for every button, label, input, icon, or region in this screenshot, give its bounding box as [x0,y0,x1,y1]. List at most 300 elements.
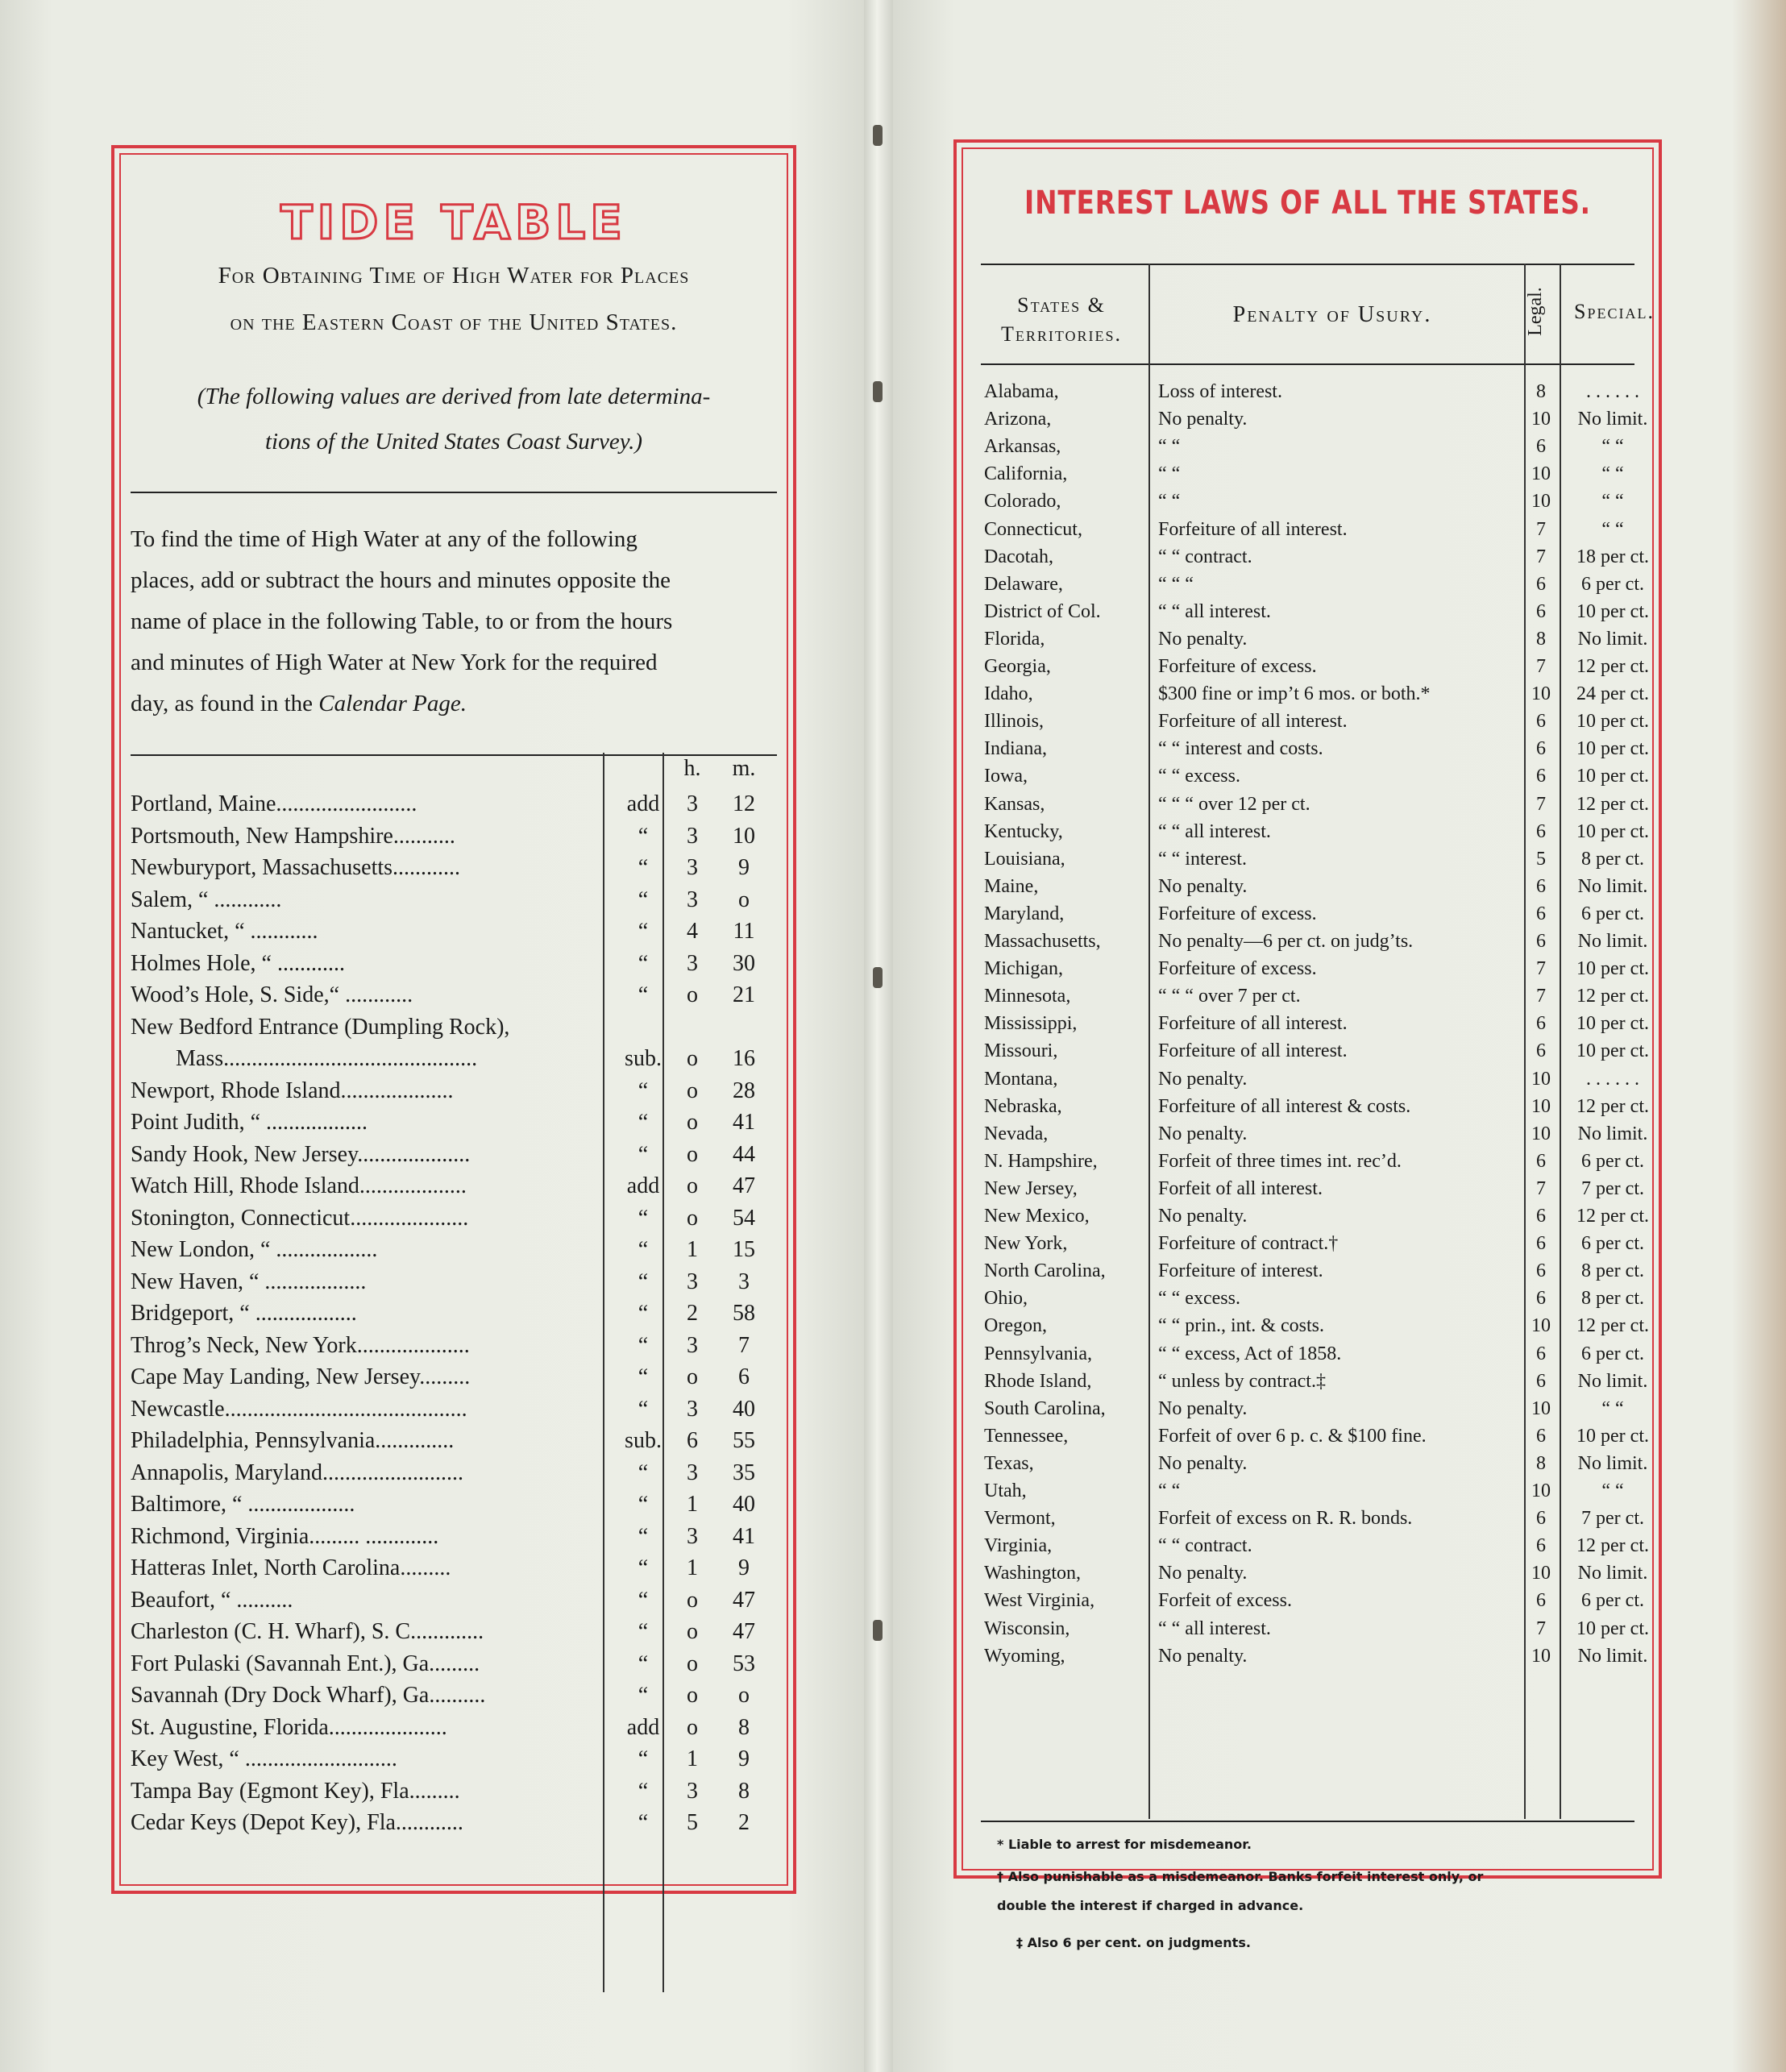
usury-penalty: “ “ “ [1158,573,1194,595]
state-name: Arizona, [984,409,1052,430]
usury-penalty: “ “ contract. [1158,1535,1252,1557]
tide-hours: 6 [687,1428,698,1453]
usury-penalty: Forfeiture of interest. [1158,1260,1323,1282]
state-name: Utah, [984,1480,1027,1501]
tide-row [131,788,782,820]
tide-subtitle-line-2: on the Eastern Coast of the United States. [230,309,678,335]
state-name: Tennessee, [984,1425,1069,1447]
tide-row [131,1330,782,1362]
tide-hours: 1 [687,1492,698,1517]
state-name: New Mexico, [984,1206,1090,1227]
tide-operation: “ [638,887,649,912]
special-rate: 10 per ct. [1576,1425,1649,1447]
tide-hours: o [687,1619,698,1644]
tide-row [131,1552,782,1584]
special-rate: 8 per ct. [1581,848,1644,870]
tide-minutes: 40 [733,1492,755,1517]
interest-row [981,405,1648,433]
tide-place: Cape May Landing, New Jersey......... [131,1364,471,1389]
legal-rate: 6 [1536,573,1546,595]
tide-hours: 3 [687,1396,698,1422]
legal-rate: 6 [1536,903,1546,924]
penalty-header: Penalty of Usury. [1232,302,1432,327]
tide-note-line-2: tions of the United States Coast Survey.) [265,429,642,455]
special-rate: 10 per ct. [1576,738,1649,760]
tide-operation: “ [638,1619,649,1644]
tide-row [131,1712,782,1744]
state-name: Florida, [984,628,1045,650]
tide-place: Savannah (Dry Dock Wharf), Ga.......... [131,1683,486,1708]
tide-operation: “ [638,1332,649,1358]
tide-minutes: 9 [738,855,750,880]
tide-row [131,1489,782,1521]
tide-place: Watch Hill, Rhode Island................... [131,1173,467,1198]
legal-rate: 10 [1531,1397,1551,1419]
tide-operation: “ [638,1651,649,1676]
special-rate: 8 per ct. [1581,1260,1644,1282]
usury-penalty: “ “ “ over 7 per ct. [1158,986,1301,1007]
usury-penalty: “ “ [1158,463,1181,485]
legal-rate: 7 [1536,958,1546,980]
interest-row [981,433,1643,460]
tide-minutes: o [738,887,750,912]
interest-row [981,735,1649,762]
legal-rate: 6 [1536,820,1546,842]
state-name: Idaho, [984,683,1033,705]
tide-row [131,1298,782,1330]
tide-hours: 3 [687,1332,698,1358]
interest-row [981,900,1643,928]
interest-row [981,1010,1649,1037]
legal-rate: 6 [1536,1150,1546,1172]
state-name: Kansas, [984,793,1045,815]
tide-hours: 3 [687,950,698,976]
states-header [981,291,1142,349]
tide-minutes: 10 [733,823,755,849]
tide-row [131,1393,782,1426]
tide-row [131,1521,782,1553]
tide-row [131,1775,782,1808]
state-name: Iowa, [984,766,1028,787]
state-name: Oregon, [984,1315,1047,1337]
tide-minutes: 35 [733,1460,755,1485]
legal-rate: 5 [1536,848,1546,870]
tide-minutes: 8 [738,1714,750,1740]
tide-place: Portland, Maine......................... [131,791,417,816]
tide-minutes: 12 [733,791,755,816]
state-name: Wyoming, [984,1645,1065,1667]
instructions-line: name of place in the following Table, to or from the hours [131,608,673,634]
special-rate: “ “ [1601,518,1624,540]
tide-row [131,1425,782,1457]
tide-operation: “ [638,1460,649,1485]
interest-row [981,1642,1648,1670]
usury-penalty: “ “ excess. [1158,1288,1240,1310]
special-rate: 6 per ct. [1581,1343,1644,1364]
state-name: Alabama, [984,381,1059,402]
state-name: Georgia, [984,656,1051,677]
usury-penalty: Forfeit of all interest. [1158,1177,1323,1199]
tide-hours: 3 [687,1778,698,1804]
tide-operation: “ [638,1587,649,1613]
calendar-page-reference: Calendar Page. [318,691,467,716]
special-rate: 10 per ct. [1576,711,1649,733]
state-name: Nevada, [984,1123,1049,1144]
special-rate: 7 per ct. [1581,1508,1644,1530]
hours-header: h. [683,756,701,781]
tide-hours: 3 [687,791,698,816]
interest-laws-frame [953,139,1662,1950]
tide-minutes: 55 [733,1428,755,1453]
tide-place: Newcastle........................................... [131,1396,467,1422]
tide-minutes: 47 [733,1587,755,1613]
usury-penalty: “ “ all interest. [1158,820,1271,842]
legal-rate: 6 [1536,1508,1546,1530]
tide-subtitle-line-1: For Obtaining Time of High Water for Places [218,263,690,289]
tide-operation: “ [638,919,649,944]
legal-rate: 10 [1531,491,1551,513]
tide-row [131,1266,782,1298]
tide-operation: add [626,1714,660,1740]
tide-place: Stonington, Connecticut..................... [131,1205,469,1231]
state-name: West Virginia, [984,1590,1095,1612]
state-name: Ohio, [984,1288,1028,1310]
usury-penalty: Loss of interest. [1158,381,1282,402]
special-rate: No limit. [1577,409,1648,430]
interest-row [981,982,1649,1010]
usury-penalty: $300 fine or imp’t 6 mos. or both.* [1158,683,1431,705]
legal-rate: 7 [1536,1177,1546,1199]
interest-row [981,955,1649,982]
special-rate: 24 per ct. [1576,683,1649,705]
legal-rate: 6 [1536,738,1546,760]
interest-row [981,378,1643,405]
tide-row [131,948,782,980]
tide-place: St. Augustine, Florida..................... [131,1714,447,1740]
interest-row [981,873,1648,900]
tide-minutes: 11 [733,919,755,944]
tide-operation: “ [638,1746,649,1771]
tide-place: Bridgeport, “ .................. [131,1301,357,1326]
special-rate: No limit. [1577,1370,1648,1392]
interest-row [981,762,1649,790]
tide-hours: 1 [687,1555,698,1580]
tide-minutes: 44 [733,1141,755,1167]
state-name: Massachusetts, [984,931,1101,952]
usury-penalty: Forfeiture of all interest & costs. [1158,1095,1411,1117]
state-name: Vermont, [984,1508,1056,1530]
state-name: N. Hampshire, [984,1150,1098,1172]
legal-rate: 10 [1531,1123,1551,1144]
tide-place: Annapolis, Maryland......................... [131,1460,463,1485]
state-name: Maine, [984,875,1039,897]
legal-header: Legal. [1524,287,1546,336]
usury-penalty: Forfeiture of excess. [1158,903,1317,924]
usury-penalty: Forfeiture of all interest. [1158,711,1348,733]
tide-hours: o [687,1173,698,1198]
interest-row [981,460,1643,488]
legal-rate: 10 [1531,1068,1551,1090]
footnote-2-line: † Also punishable as a misdemeanor. Banks forfeit interest only, or [997,1869,1484,1884]
special-rate: 6 per ct. [1581,1233,1644,1255]
special-rate: No limit. [1577,1452,1648,1474]
legal-rate: 6 [1536,1370,1546,1392]
tide-place: Cedar Keys (Depot Key), Fla............ [131,1810,463,1835]
legal-rate: 10 [1531,1480,1551,1501]
footnote-1: * Liable to arrest for misdemeanor. [997,1837,1252,1852]
tide-row [131,1680,782,1712]
instructions-line [131,683,779,725]
legal-rate: 7 [1536,1617,1546,1639]
footnote-2-line: double the interest if charged in advance. [997,1898,1304,1913]
legal-rate: 6 [1536,1013,1546,1035]
tide-row [131,1011,782,1044]
usury-penalty: “ “ [1158,491,1181,513]
interest-row [981,1477,1643,1505]
tide-row [131,1043,782,1075]
interest-row [981,1093,1649,1120]
tide-hours: o [687,1110,698,1135]
special-rate: “ “ [1601,1480,1624,1501]
tide-place: Newburyport, Massachusetts............ [131,855,461,880]
state-name: Pennsylvania, [984,1343,1092,1364]
tide-operation: “ [638,1301,649,1326]
states-header-line: Territories. [1000,322,1123,346]
tide-minutes: 9 [738,1746,750,1771]
tide-minutes: 21 [733,982,755,1007]
tide-note-line-1: (The following values are derived from late determina- [197,384,711,409]
state-name: Wisconsin, [984,1617,1070,1639]
legal-rate: 6 [1536,1535,1546,1557]
special-rate: . . . . . . [1586,1068,1639,1090]
special-header: Special. [1574,300,1655,323]
tide-row [131,1075,782,1107]
special-rate: 18 per ct. [1576,546,1649,567]
interest-row [981,1615,1649,1642]
tide-operation: “ [638,1364,649,1389]
state-name: Connecticut, [984,518,1082,540]
legal-rate: 6 [1536,1233,1546,1255]
special-rate: “ “ [1601,436,1624,458]
special-rate: No limit. [1577,1645,1648,1667]
special-rate: 7 per ct. [1581,1177,1644,1199]
legal-rate: 10 [1531,1645,1551,1667]
state-name: Indiana, [984,738,1047,760]
tide-minutes: 2 [738,1810,750,1835]
tide-place: Salem, “ ............ [131,887,282,912]
legal-rate: 7 [1536,986,1546,1007]
tide-hours: 3 [687,1523,698,1549]
special-rate: “ “ [1601,463,1624,485]
usury-penalty: No penalty. [1158,1645,1248,1667]
special-rate: 12 per ct. [1576,986,1649,1007]
interest-row [981,818,1649,845]
tide-operation: “ [638,982,649,1007]
tide-operation: “ [638,1810,649,1835]
interest-row [981,598,1649,625]
tide-minutes: 8 [738,1778,750,1804]
tide-row [131,1616,782,1648]
tide-minutes: 58 [733,1301,755,1326]
tide-hours: 1 [687,1746,698,1771]
legal-rate: 6 [1536,1590,1546,1612]
table-top-rule [981,264,1634,265]
usury-penalty: No penalty. [1158,875,1248,897]
usury-penalty: Forfeit of over 6 p. c. & $100 fine. [1158,1425,1427,1447]
special-rate: 10 per ct. [1576,958,1649,980]
usury-penalty: No penalty. [1158,1452,1248,1474]
interest-row [981,516,1643,543]
special-rate: 6 per ct. [1581,1150,1644,1172]
special-rate: No limit. [1577,875,1648,897]
state-name: Arkansas, [984,436,1061,458]
tide-place: Mass............................................. [176,1046,478,1071]
tide-place: Beaufort, “ .......... [131,1587,293,1613]
state-name: Washington, [984,1563,1082,1584]
legal-rate: 10 [1531,409,1551,430]
state-name: Rhode Island, [984,1370,1092,1392]
legal-rate: 6 [1536,1206,1546,1227]
usury-penalty: Forfeit of three times int. rec’d. [1158,1150,1402,1172]
interest-row [981,928,1648,955]
interest-row [981,1368,1648,1395]
special-rate: 6 per ct. [1581,573,1644,595]
legal-rate: 6 [1536,875,1546,897]
legal-rate: 6 [1536,931,1546,952]
tide-place: Baltimore, “ ................... [131,1492,355,1517]
interest-row [981,1148,1643,1175]
tide-place: Portsmouth, New Hampshire........... [131,823,455,849]
usury-penalty: Forfeiture of all interest. [1158,1013,1348,1035]
special-rate: 12 per ct. [1576,793,1649,815]
special-rate: 10 per ct. [1576,1040,1649,1062]
interest-row [981,845,1643,873]
state-name: North Carolina, [984,1260,1106,1282]
usury-penalty: Forfeiture of all interest. [1158,518,1348,540]
tide-hours: 5 [687,1810,698,1835]
tide-hours: o [687,1651,698,1676]
tide-hours: 3 [687,855,698,880]
special-rate: 12 per ct. [1576,656,1649,677]
interest-row [981,653,1649,680]
binding-stitch [873,381,883,402]
tide-table [131,753,782,1839]
state-name: South Carolina, [984,1397,1106,1419]
divider [131,492,777,493]
tide-operation: “ [638,1237,649,1262]
tide-minutes: 53 [733,1651,755,1676]
interest-row [981,1340,1643,1368]
tide-operation: “ [638,1396,649,1422]
state-name: Montana, [984,1068,1058,1090]
interest-row [981,1422,1649,1450]
tide-place: Sandy Hook, New Jersey.................... [131,1141,471,1167]
legal-rate: 7 [1536,518,1546,540]
usury-penalty: No penalty. [1158,409,1248,430]
state-name: Illinois, [984,711,1045,733]
tide-hours: 3 [687,887,698,912]
state-name: Nebraska, [984,1095,1062,1117]
tide-hours: o [687,1078,698,1103]
interest-row [981,488,1643,515]
tide-hours: 4 [687,919,698,944]
tide-operation: “ [638,855,649,880]
interest-row [981,1202,1649,1230]
tide-operation: sub. [625,1428,662,1453]
usury-penalty: No penalty—6 per ct. on judg’ts. [1158,931,1414,952]
tide-row [131,1457,782,1489]
states-header-line: States & [1017,293,1106,317]
minutes-header: m. [732,756,756,781]
tide-row [131,1107,782,1139]
usury-penalty: Forfeiture of excess. [1158,958,1317,980]
tide-minutes: 7 [738,1332,750,1358]
state-name: Dacotah, [984,546,1053,567]
tide-row [131,1648,782,1680]
tide-operation: sub. [625,1046,662,1071]
interest-row [981,1587,1643,1614]
interest-row [981,1037,1649,1065]
special-rate: 6 per ct. [1581,1590,1644,1612]
interest-row [981,791,1649,818]
tide-row [131,1170,782,1202]
tide-hours: 3 [687,823,698,849]
usury-penalty: No penalty. [1158,1397,1248,1419]
header-rule [981,363,1634,365]
tide-minutes: 40 [733,1396,755,1422]
legal-rate: 8 [1536,381,1546,402]
tide-hours: o [687,982,698,1007]
usury-penalty: Forfeiture of all interest. [1158,1040,1348,1062]
usury-penalty: Forfeit of excess on R. R. bonds. [1158,1508,1413,1530]
tide-table-frame [111,145,796,1894]
tide-minutes: 41 [733,1110,755,1135]
tide-row [131,916,782,948]
special-rate: “ “ [1601,491,1624,513]
special-rate: No limit. [1577,1123,1648,1144]
tide-operation: “ [638,1778,649,1804]
tide-place: Hatteras Inlet, North Carolina......... [131,1555,451,1580]
state-name: Michigan, [984,958,1063,980]
tide-minutes: 6 [738,1364,750,1389]
tide-place: Throg’s Neck, New York.................... [131,1332,470,1358]
interest-row [981,680,1649,708]
tide-hours: o [687,1587,698,1613]
usury-penalty: “ “ prin., int. & costs. [1158,1315,1324,1337]
tide-hours: o [687,1364,698,1389]
tide-table-header [131,753,782,788]
special-rate: “ “ [1601,1397,1624,1419]
state-name: Maryland, [984,903,1065,924]
special-rate: 10 per ct. [1576,600,1649,622]
tide-minutes: 54 [733,1205,755,1231]
special-rate: 12 per ct. [1576,1315,1649,1337]
tide-row [131,1139,782,1171]
legal-rate: 10 [1531,1315,1551,1337]
tide-minutes: 30 [733,950,755,976]
state-name: Kentucky, [984,820,1063,842]
tide-place: Philadelphia, Pennsylvania.............. [131,1428,455,1453]
interest-row [981,1532,1649,1559]
tide-operation: “ [638,1683,649,1708]
tide-row [131,884,782,916]
table-bottom-rule [981,1821,1634,1822]
tide-place: New Haven, “ .................. [131,1269,367,1294]
interest-row [981,1312,1649,1339]
tide-hours: 3 [687,1269,698,1294]
tide-operation: “ [638,1205,649,1231]
tide-table-title: TIDE TABLE [280,195,627,250]
